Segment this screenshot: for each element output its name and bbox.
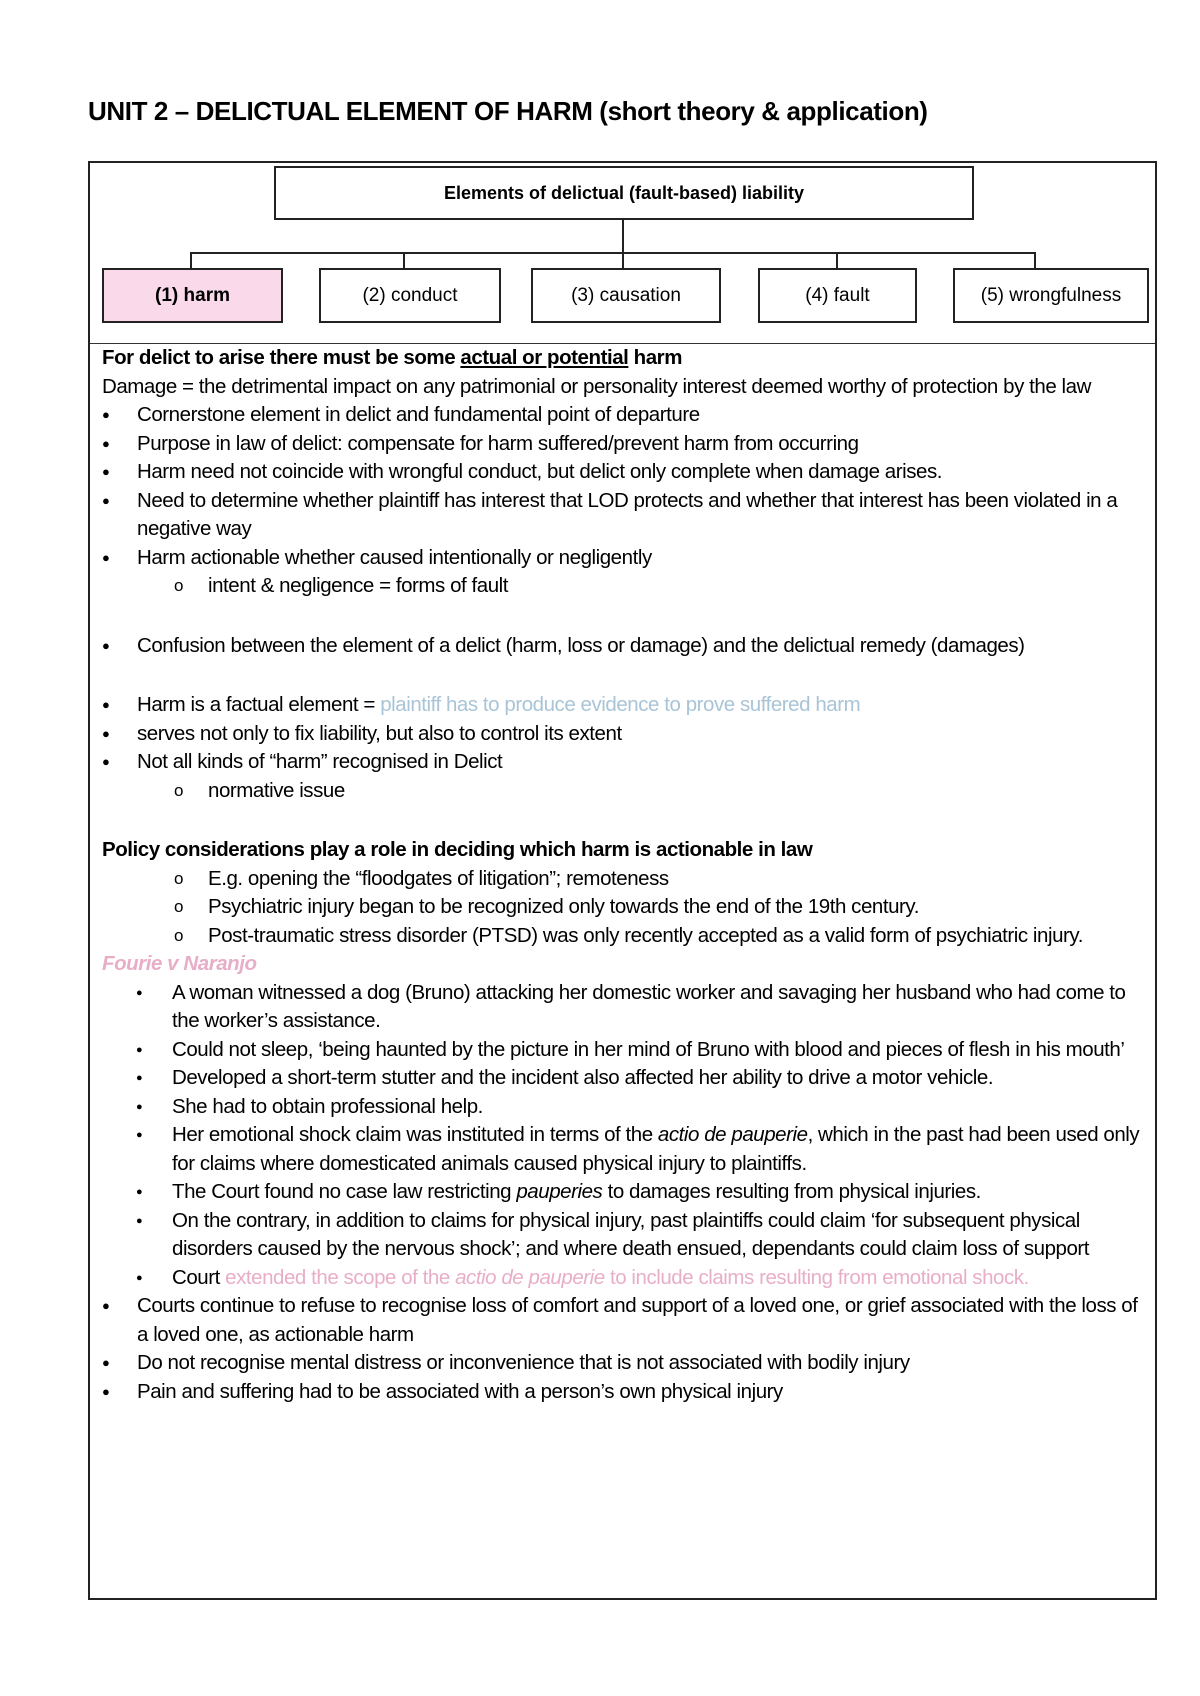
case-list-item: ● Developed a short-term stutter and the incident also affected her ability to drive a motor vehicle.	[102, 1064, 1147, 1093]
element-box-wrongfulness: (5) wrongfulness	[953, 268, 1149, 323]
notes-section	[102, 344, 1147, 1406]
case-list-item: ● Her emotional shock claim was instituted in terms of the actio de pauperie, which in the past had been used only for claims where domesticated animals caused physical injury to plaintiffs.	[102, 1121, 1147, 1178]
sub-list-item: o intent & negligence = forms of fault	[102, 572, 1147, 601]
damage-definition: Damage = the detrimental impact on any patrimonial or personality interest deemed worthy of protection by the law	[102, 374, 1091, 398]
connector-line	[403, 252, 405, 268]
list-item: ● Do not recognise mental distress or inconvenience that is not associated with bodily injury	[102, 1349, 1147, 1378]
element-box-fault: (4) fault	[758, 268, 917, 323]
list-item: ● Confusion between the element of a delict (harm, loss or damage) and the delictual remedy (damages)	[102, 632, 1147, 661]
list-item: ● Purpose in law of delict: compensate for harm suffered/prevent harm from occurring	[102, 430, 1147, 459]
element-box-harm: (1) harm	[102, 268, 283, 323]
case-list-item: ● A woman witnessed a dog (Bruno) attacking her domestic worker and savaging her husband who had come to the worker’s assistance.	[102, 979, 1147, 1036]
highlighted-text: extended the scope of the actio de pauperie to include claims resulting from emotional shock.	[225, 1265, 1029, 1289]
connector-line	[622, 220, 624, 254]
list-item: ● Not all kinds of “harm” recognised in Delict	[102, 748, 1147, 777]
list-item: ● Need to determine whether plaintiff has interest that LOD protects and whether that interest has been violated in a negative way	[102, 487, 1147, 544]
page-title: UNIT 2 – DELICTUAL ELEMENT OF HARM (short theory & application)	[88, 96, 928, 126]
list-item: ● Courts continue to refuse to recognise loss of comfort and support of a loved one, or grief associated with the loss of a loved one, as actionable harm	[102, 1292, 1147, 1349]
connector-line	[190, 252, 1036, 254]
sub-list-item: o E.g. opening the “floodgates of litigation”; remoteness	[102, 865, 1147, 894]
list-item: ● Cornerstone element in delict and fundamental point of departure	[102, 401, 1147, 430]
list-item: ● Harm actionable whether caused intentionally or negligently	[102, 544, 1147, 573]
connector-line	[1034, 252, 1036, 268]
connector-line	[190, 252, 192, 268]
liability-elements-diagram	[90, 163, 1155, 344]
list-item: ● Pain and suffering had to be associated with a person’s own physical injury	[102, 1378, 1147, 1407]
highlighted-text: plaintiff has to produce evidence to prove suffered harm	[380, 693, 861, 716]
case-name: Fourie v Naranjo	[102, 952, 257, 975]
case-list-item: ● The Court found no case law restricting pauperies to damages resulting from physical injuries.	[102, 1178, 1147, 1207]
list-item: ● Harm need not coincide with wrongful conduct, but delict only complete when damage arises.	[102, 458, 1147, 487]
connector-line	[622, 252, 624, 268]
case-list-item: ● Could not sleep, ‘being haunted by the picture in her mind of Bruno with blood and pieces of flesh in his mouth’	[102, 1036, 1147, 1065]
diagram-root-box: Elements of delictual (fault-based) liability	[274, 166, 974, 220]
sub-list-item: o Psychiatric injury began to be recognized only towards the end of the 19th century.	[102, 893, 1147, 922]
sub-list-item: o Post-traumatic stress disorder (PTSD) was only recently accepted as a valid form of psychiatric injury.	[102, 922, 1147, 951]
sub-list-item: o normative issue	[102, 777, 1147, 806]
element-box-conduct: (2) conduct	[319, 268, 501, 323]
content-frame	[88, 161, 1157, 1600]
list-item: ● serves not only to fix liability, but also to control its extent	[102, 720, 1147, 749]
case-list-item: ● On the contrary, in addition to claims for physical injury, past plaintiffs could claim ‘for subsequent physical disorders caused by the nervous shock’; and where death ensued, dependants could claim loss of support	[102, 1207, 1147, 1264]
policy-heading: Policy considerations play a role in deciding which harm is actionable in law	[102, 838, 813, 861]
list-item: ● Harm is a factual element = plaintiff has to produce evidence to prove suffered harm	[102, 691, 1147, 720]
case-list-item: ● She had to obtain professional help.	[102, 1093, 1147, 1122]
connector-line	[836, 252, 838, 268]
case-list-item: ● Court extended the scope of the actio de pauperie to include claims resulting from emotional shock.	[102, 1264, 1147, 1293]
element-box-causation: (3) causation	[531, 268, 721, 323]
harm-heading: For delict to arise there must be some actual or potential harm	[102, 346, 682, 369]
